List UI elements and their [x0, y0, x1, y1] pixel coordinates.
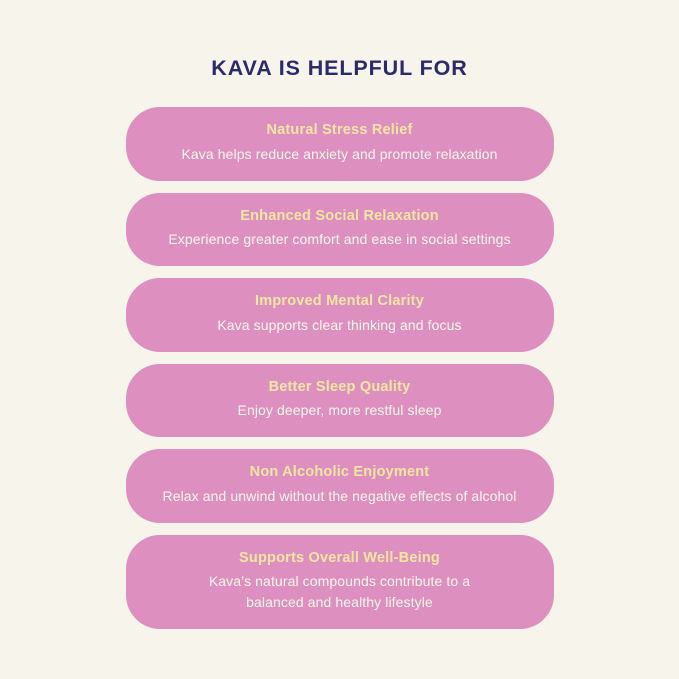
benefit-card-description-line: Kava’s natural compounds contribute to a: [208, 573, 471, 590]
benefit-card-title: Enhanced Social Relaxation: [240, 207, 439, 224]
benefit-card-title: Supports Overall Well-Being: [239, 549, 440, 566]
benefit-card: [126, 449, 554, 523]
benefit-card: [126, 107, 554, 181]
benefit-card-description-line: Relax and unwind without the negative effects of alcohol: [162, 487, 517, 504]
page-title: KAVA IS HELPFUL FOR: [211, 56, 468, 80]
benefit-card-description: [217, 315, 461, 336]
benefit-card-description: [181, 144, 497, 165]
benefit-card-description-line: Enjoy deeper, more restful sleep: [237, 402, 442, 419]
benefit-card-description: [168, 229, 510, 250]
benefit-card-description-line: Kava supports clear thinking and focus: [217, 316, 462, 333]
benefit-card-list: [0, 107, 679, 629]
benefit-card-title: Natural Stress Relief: [266, 122, 413, 138]
benefit-card: [126, 278, 554, 352]
benefit-card-description: [162, 486, 516, 507]
benefit-card: [126, 193, 554, 267]
benefit-card-title: Non Alcoholic Enjoyment: [249, 464, 430, 481]
benefit-card: [126, 364, 554, 438]
benefit-card: [126, 535, 554, 630]
benefit-card-title: Improved Mental Clarity: [255, 293, 424, 310]
benefit-card-description: [238, 400, 442, 421]
benefit-card-description-line: balanced and healthy lifestyle: [246, 594, 433, 611]
benefit-card-description-line: Experience greater comfort and ease in social settings: [168, 231, 511, 248]
benefit-card-title: Better Sleep Quality: [268, 378, 411, 395]
benefit-card-description-line: Kava helps reduce anxiety and promote relaxation: [181, 145, 498, 162]
benefit-card-description: [209, 571, 470, 613]
